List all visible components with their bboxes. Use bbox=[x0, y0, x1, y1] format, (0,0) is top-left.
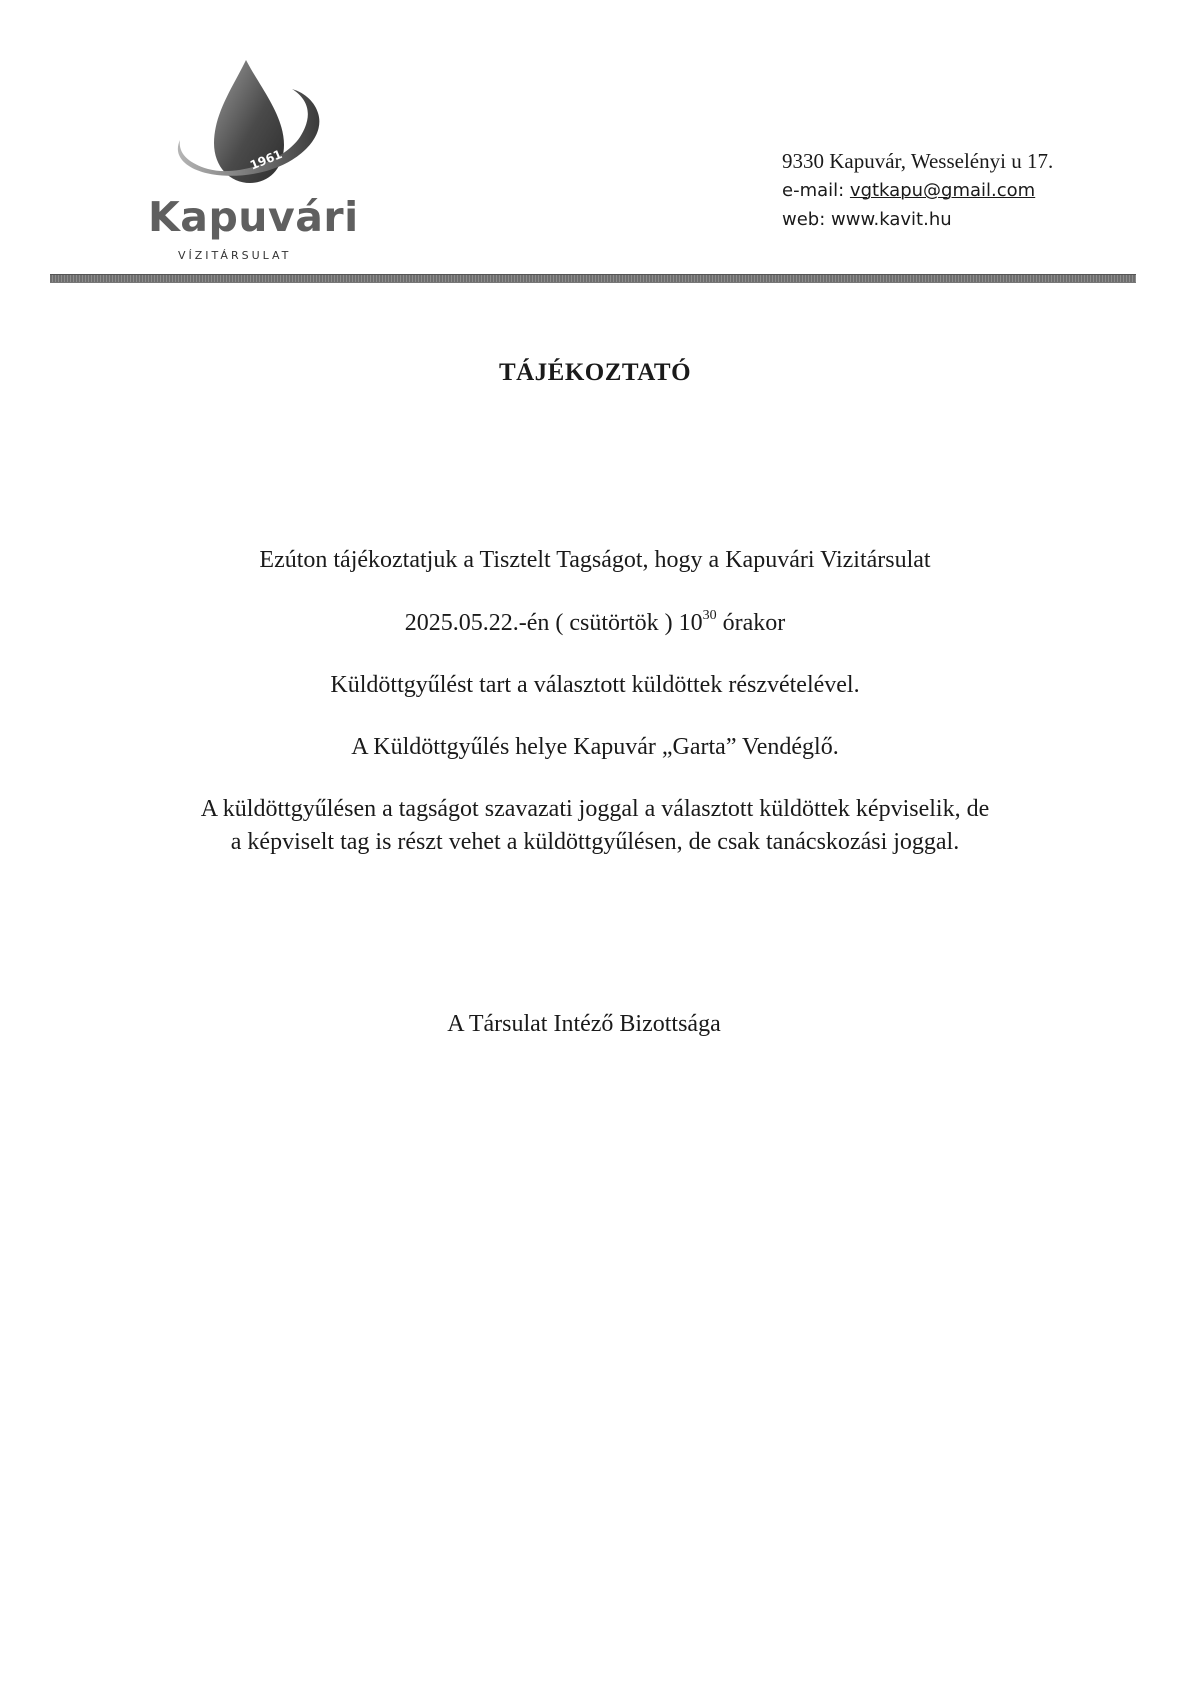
document-title: TÁJÉKOZTATÓ bbox=[498, 359, 692, 386]
date-suffix: órakor bbox=[716, 610, 786, 636]
email-link[interactable]: vgtkapu@gmail.com bbox=[849, 180, 1036, 201]
email-line bbox=[782, 176, 1142, 205]
date-line bbox=[0, 610, 1190, 637]
company-logo bbox=[148, 55, 359, 265]
time-minutes-superscript: 30 bbox=[702, 608, 717, 623]
rights-line-1: A küldöttgyűlésen a tagságot szavazati joggal a választott küldöttek képviselik, de bbox=[200, 796, 990, 822]
date-text: 2025.05.22.-én ( csütörtök ) 10 bbox=[404, 610, 703, 636]
web-line[interactable]: web: www.kavit.hu bbox=[782, 209, 952, 230]
location-paragraph: A Küldöttgyűlés helye Kapuvár „Garta” Vendéglő. bbox=[351, 734, 839, 760]
contact-block bbox=[782, 147, 1142, 234]
header-divider bbox=[50, 274, 1136, 283]
logo-subtitle: VÍZITÁRSULAT bbox=[178, 249, 292, 262]
logo-wordmark: Kapuvári bbox=[148, 193, 359, 241]
water-drop-logo-icon bbox=[168, 55, 328, 190]
intro-paragraph: Ezúton tájékoztatjuk a Tisztelt Tagságot, hogy a Kapuvári Vizitársulat bbox=[259, 547, 931, 573]
signature: A Társulat Intéző Bizottsága bbox=[447, 1011, 721, 1037]
address-line: 9330 Kapuvár, Wesselényi u 17. bbox=[782, 149, 1054, 173]
rights-line-2: a képviselt tag is részt vehet a küldöttgyűlésen, de csak tanácskozási joggal. bbox=[230, 829, 960, 855]
meeting-paragraph: Küldöttgyűlést tart a választott küldöttek részvételével. bbox=[330, 672, 860, 698]
email-label: e-mail: bbox=[782, 180, 850, 201]
logo-year: 1961 bbox=[247, 146, 285, 173]
